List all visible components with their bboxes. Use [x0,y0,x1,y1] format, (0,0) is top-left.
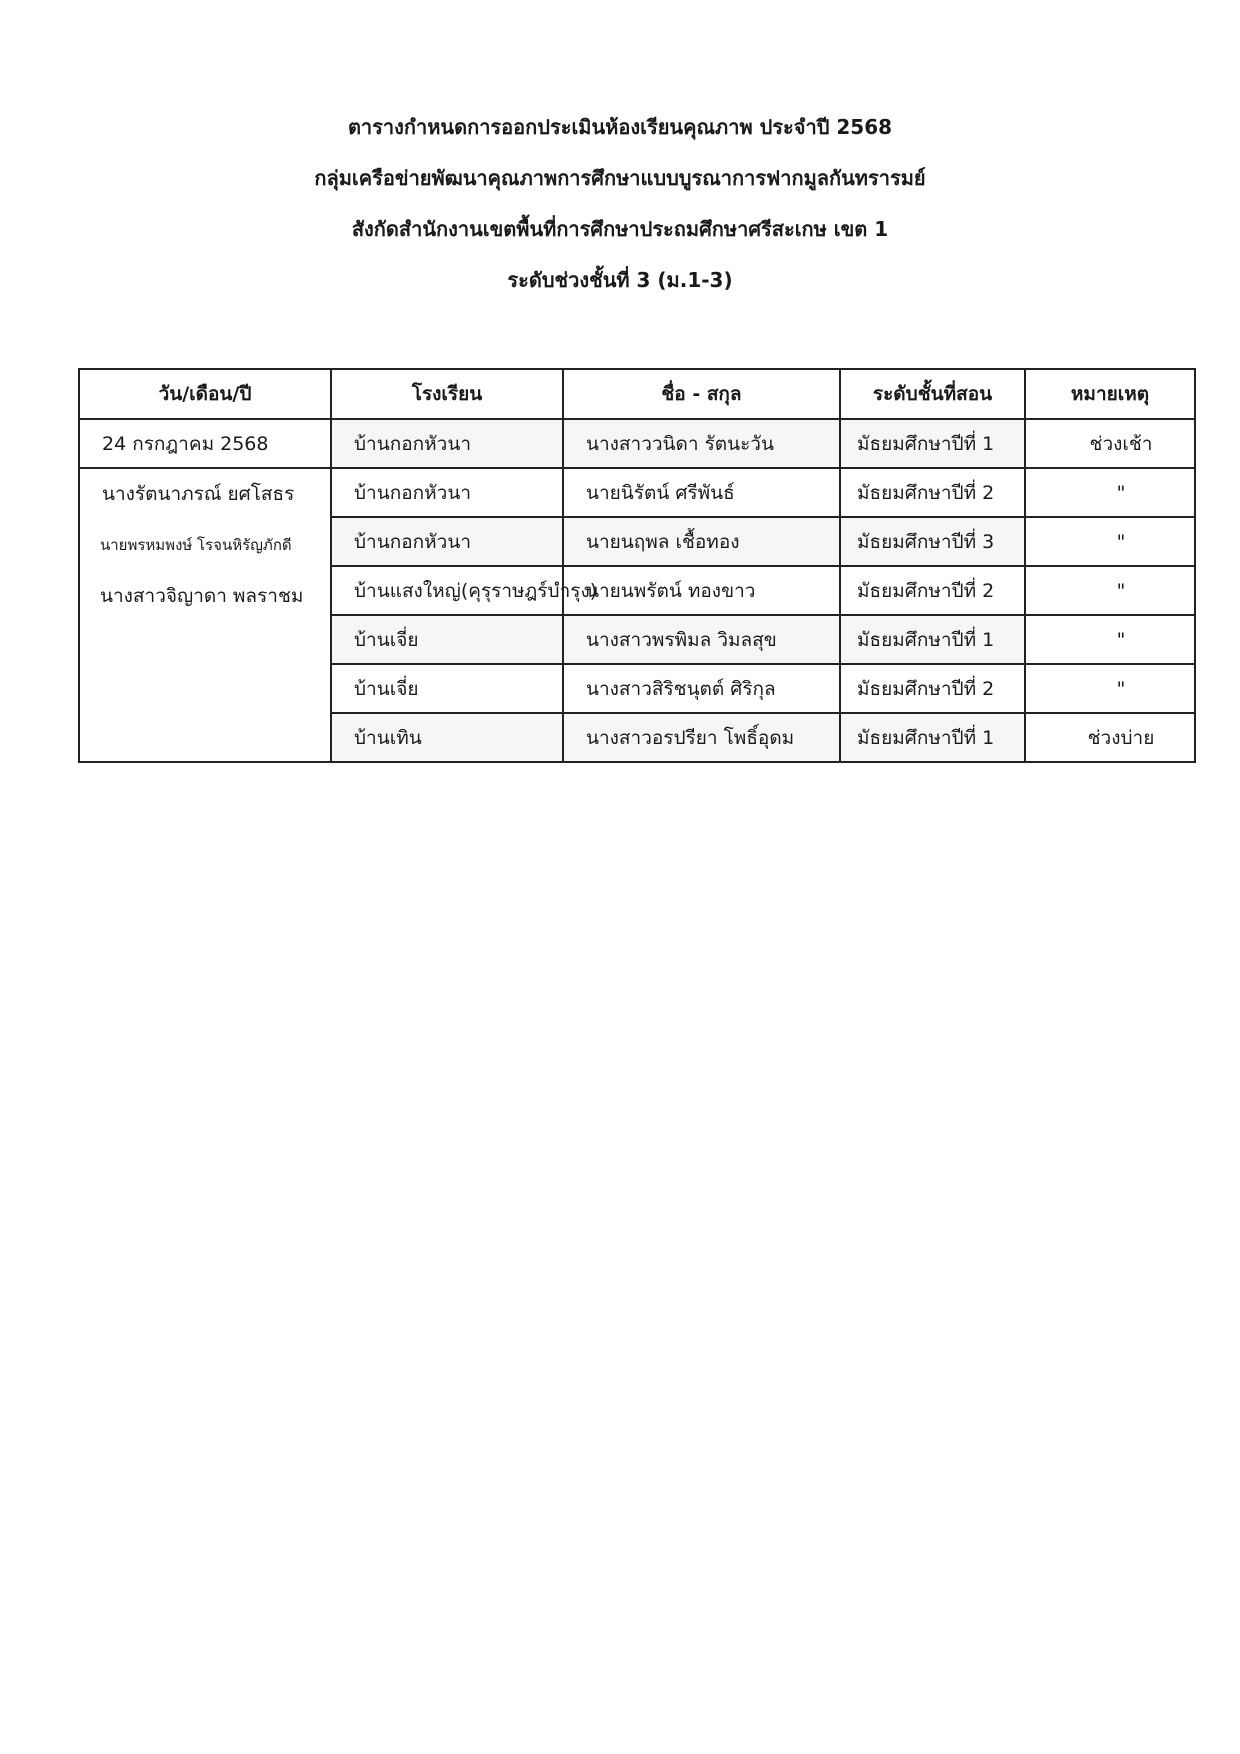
note-cell: " [1025,615,1195,664]
level-cell: มัธยมศึกษาปีที่ 2 [840,664,1025,713]
heading-network: กลุ่มเครือข่ายพัฒนาคุณภาพการศึกษาแบบบูรณาการฟากมูลกันทรารมย์ [314,166,926,190]
name-cell: นายนฤพล เชื้อทอง [563,517,840,566]
name-cell: นางสาวอรปรียา โพธิ์อุดม [563,713,840,762]
note-cell: ช่วงเช้า [1025,419,1195,468]
school-cell: บ้านเจี่ย [331,664,563,713]
document-heading [0,112,1240,316]
table-row [79,419,1195,468]
committee-member: นายพรหมพงษ์ โรจนหิรัญภักดี [100,536,292,554]
level-cell: มัธยมศึกษาปีที่ 1 [840,615,1025,664]
level-cell: มัธยมศึกษาปีที่ 1 [840,713,1025,762]
level-cell: มัธยมศึกษาปีที่ 2 [840,566,1025,615]
school-cell: บ้านแสงใหญ่(คุรุราษฎร์บำรุง) [331,566,563,615]
level-cell: มัธยมศึกษาปีที่ 2 [840,468,1025,517]
school-cell: บ้านกอกหัวนา [331,517,563,566]
school-cell: บ้านกอกหัวนา [331,419,563,468]
note-cell: " [1025,566,1195,615]
school-cell: บ้านเจี่ย [331,615,563,664]
name-cell: นางสาวสิริชนุตต์ ศิริกุล [563,664,840,713]
heading-title: ตารางกำหนดการออกประเมินห้องเรียนคุณภาพ ประจำปี 2568 [347,115,893,139]
heading-office: สังกัดสำนักงานเขตพื้นที่การศึกษาประถมศึกษาศรีสะเกษ เขต 1 [351,217,889,241]
name-cell: นางสาวพรพิมล วิมลสุข [563,615,840,664]
header-date: วัน/เดือน/ปี [79,369,331,419]
name-cell: นายนิรัตน์ ศรีพันธ์ [563,468,840,517]
note-cell: " [1025,517,1195,566]
header-name: ชื่อ - สกุล [563,369,840,419]
schedule-table [78,368,1196,763]
level-cell: มัธยมศึกษาปีที่ 3 [840,517,1025,566]
committee-member: นางสาวจิญาดา พลราชม [100,585,304,607]
level-cell: มัธยมศึกษาปีที่ 1 [840,419,1025,468]
note-cell: " [1025,468,1195,517]
header-level: ระดับชั้นที่สอน [840,369,1025,419]
school-cell: บ้านเทิน [331,713,563,762]
note-cell: " [1025,664,1195,713]
name-cell: นางสาววนิดา รัตนะวัน [563,419,840,468]
name-cell: นายนพรัตน์ ทองขาว [563,566,840,615]
table-row [79,468,1195,517]
heading-level: ระดับช่วงชั้นที่ 3 (ม.1-3) [507,268,733,292]
committee-member: นางรัตนาภรณ์ ยศโสธร [102,483,295,505]
school-cell: บ้านกอกหัวนา [331,468,563,517]
committee-cell [79,468,331,762]
date-cell: 24 กรกฎาคม 2568 [79,419,331,468]
note-cell: ช่วงบ่าย [1025,713,1195,762]
header-row [79,369,1195,419]
header-school: โรงเรียน [331,369,563,419]
header-note: หมายเหตุ [1025,369,1195,419]
